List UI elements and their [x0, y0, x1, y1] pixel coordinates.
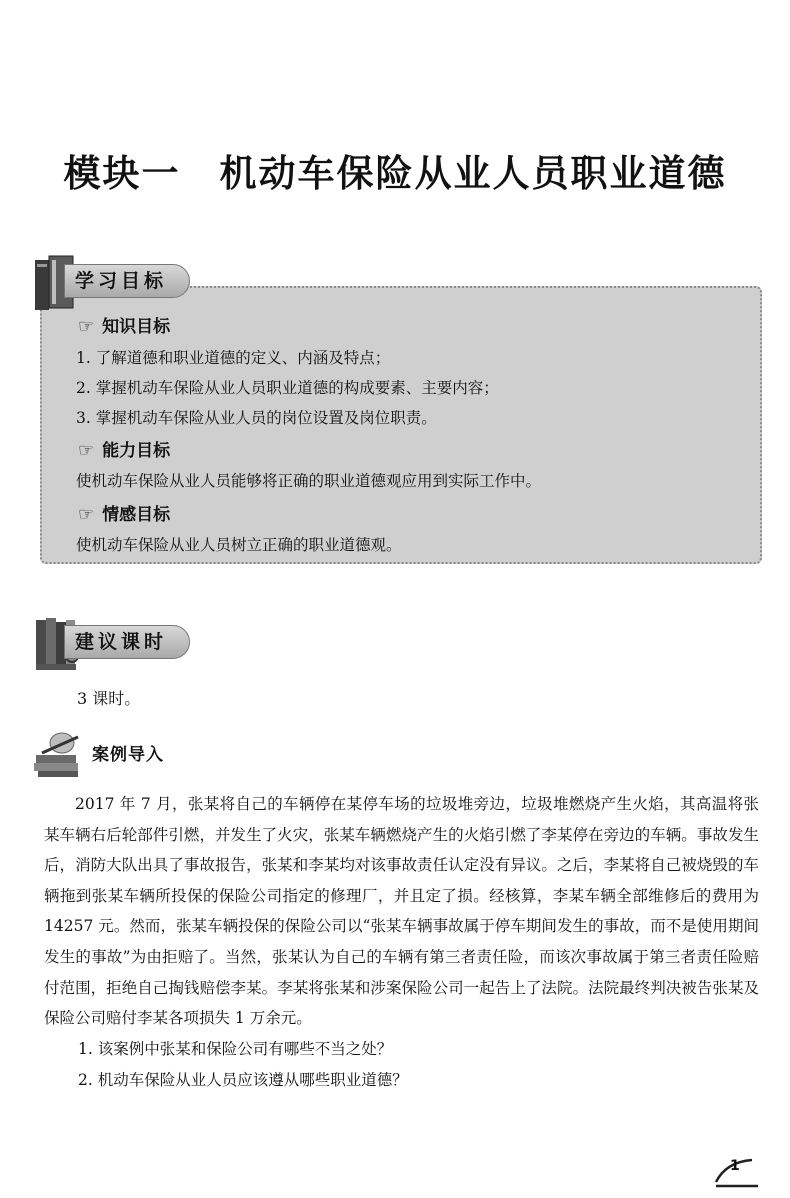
ability-text: 使机动车保险从业人员能够将正确的职业道德观应用到实际工作中。 [76, 472, 542, 490]
ability-heading [78, 436, 170, 461]
emotion-text: 使机动车保险从业人员树立正确的职业道德观。 [76, 536, 402, 554]
hours-banner: 建议课时 [64, 625, 190, 659]
hours-text: 3 课时。 [77, 689, 141, 708]
emotion-heading [78, 500, 170, 525]
pointing-hand-icon: ☞ [78, 504, 95, 525]
knowledge-item: 3. 掌握机动车保险从业人员的岗位设置及岗位职责。 [76, 409, 437, 427]
knowledge-item: 1. 了解道德和职业道德的定义、内涵及特点； [76, 349, 391, 367]
knowledge-heading-text: 知识目标 [102, 317, 171, 337]
case-heading: 案例导入 [92, 745, 164, 765]
page-number: 1 [730, 1158, 740, 1174]
case-question: 1. 该案例中张某和保险公司有哪些不当之处？ [78, 1040, 393, 1058]
case-icon [32, 731, 84, 779]
case-paragraph: 2017 年 7 月，张某将自己的车辆停在某停车场的垃圾堆旁边，垃圾堆燃烧产生火焰，其高温将张某车辆右后轮部件引燃，并发生了火灾，张某车辆燃烧产生的火焰引燃了李某停在旁边的车辆。事故发生后，消防大队出具了事故报告，张某和李某均对该事故责任认定没有异议。之后，李某将自己被烧毁的车辆拖到张某车辆所投保的保险公司指定的修理厂，并且定了损。经核算，李某车辆全部维修后的费用为 14257 元。然而，张某车辆投保的保险公司以“张某车辆事故属于停车期间发生的事故，而不是使用期间发生的事故”为由拒赔了。当然，张某认为自己的车辆有第三者责任险，而该次事故属于第三者责任险赔付范围，拒绝自己掏钱赔偿李某。李某将张某和涉案保险公司一起告上了法院。法院最终判决被告张某及保险公司赔付李某各项损失 1 万余元。 [44, 795, 759, 1028]
pointing-hand-icon: ☞ [78, 440, 95, 461]
knowledge-heading [78, 312, 170, 337]
page-number-badge [712, 1152, 760, 1190]
page-title: 模块一 机动车保险从业人员职业道德 [63, 152, 727, 195]
knowledge-item: 2. 掌握机动车保险从业人员职业道德的构成要素、主要内容； [76, 379, 499, 397]
emotion-heading-text: 情感目标 [102, 505, 171, 525]
pointing-hand-icon: ☞ [78, 316, 95, 337]
case-question: 2. 机动车保险从业人员应该遵从哪些职业道德？ [78, 1071, 408, 1089]
objectives-banner: 学习目标 [64, 264, 190, 298]
ability-heading-text: 能力目标 [102, 441, 171, 461]
